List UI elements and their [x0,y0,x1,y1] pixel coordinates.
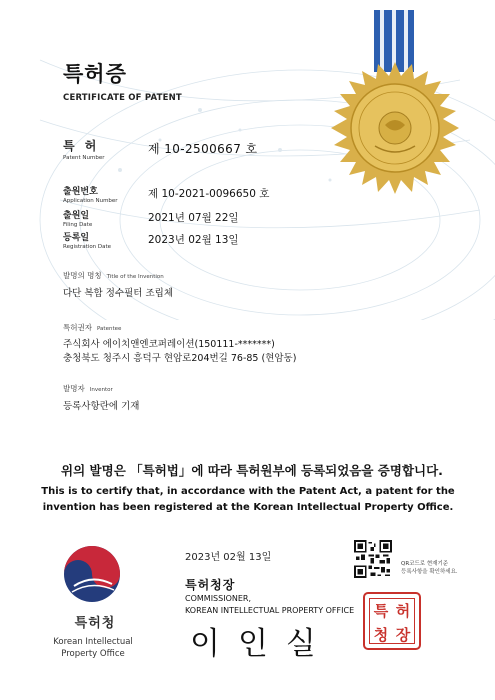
qr-note-line2: 등록사항을 확인하세요. [401,569,458,575]
patentee-label: 특허권자 Patentee [63,323,122,332]
qr-note-line1: QR코드로 현재기준 [401,561,449,567]
kipo-logo-icon [62,544,122,604]
issue-date: 2023년 02월 13일 [185,552,272,563]
patentee-name: 주식회사 에이치앤엔코퍼레이션(150111-*******) [63,339,275,350]
invention-title-value: 다단 복합 정수필터 조립체 [63,288,174,299]
official-stamp: 특 허 청 장 [363,592,421,650]
certification-statement-en: This is to certify that, in accordance with the Patent Act, a patent for the invention has been registered at the Korean Intellectual Property Office. [41,486,455,513]
inventor-value: 등록사항란에 기재 [63,401,140,412]
registration-date-value: 2023년 02월 13일 [148,234,239,246]
gold-seal [327,60,463,196]
office-name-en: KOREAN INTELLECTUAL PROPERTY OFFICE [185,606,355,615]
filing-date-value: 2021년 07월 22일 [148,212,239,224]
commissioner-signature: 이인실 [190,626,334,662]
patentee-address: 충청북도 청주시 흥덕구 현암로204번길 76-85 (현암동) [63,353,297,364]
certification-statement-ko: 위의 발명은 「특허법」에 따라 특허원부에 등록되었음을 증명합니다. [61,463,443,478]
application-number-value: 제 10-2021-0096650 호 [148,188,270,200]
office-logo-name-ko: 특허청 [74,616,116,631]
commissioner-title-ko: 특허청장 [185,578,236,592]
certificate-title: 특허증 [63,62,127,86]
patent-number-label: 특 허 Patent Number [63,139,105,161]
certificate-subtitle: CERTIFICATE OF PATENT [63,93,182,103]
qr-code[interactable] [354,540,392,578]
office-logo-name-en-line2: Property Office [61,649,125,659]
patent-number-value: 제 10-2500667 호 [148,142,258,156]
application-number-label: 출원번호 Application Number [63,187,118,204]
commissioner-title-en: COMMISSIONER, [185,594,251,603]
filing-date-label: 출원일 Filing Date [63,211,93,228]
registration-date-label: 등록일 Registration Date [63,233,112,250]
inventor-label: 발명자 Inventor [63,384,113,393]
office-logo-name-en-line1: Korean Intellectual [53,637,133,647]
invention-title-label: 발명의 명칭 Title of the Invention [63,271,164,280]
